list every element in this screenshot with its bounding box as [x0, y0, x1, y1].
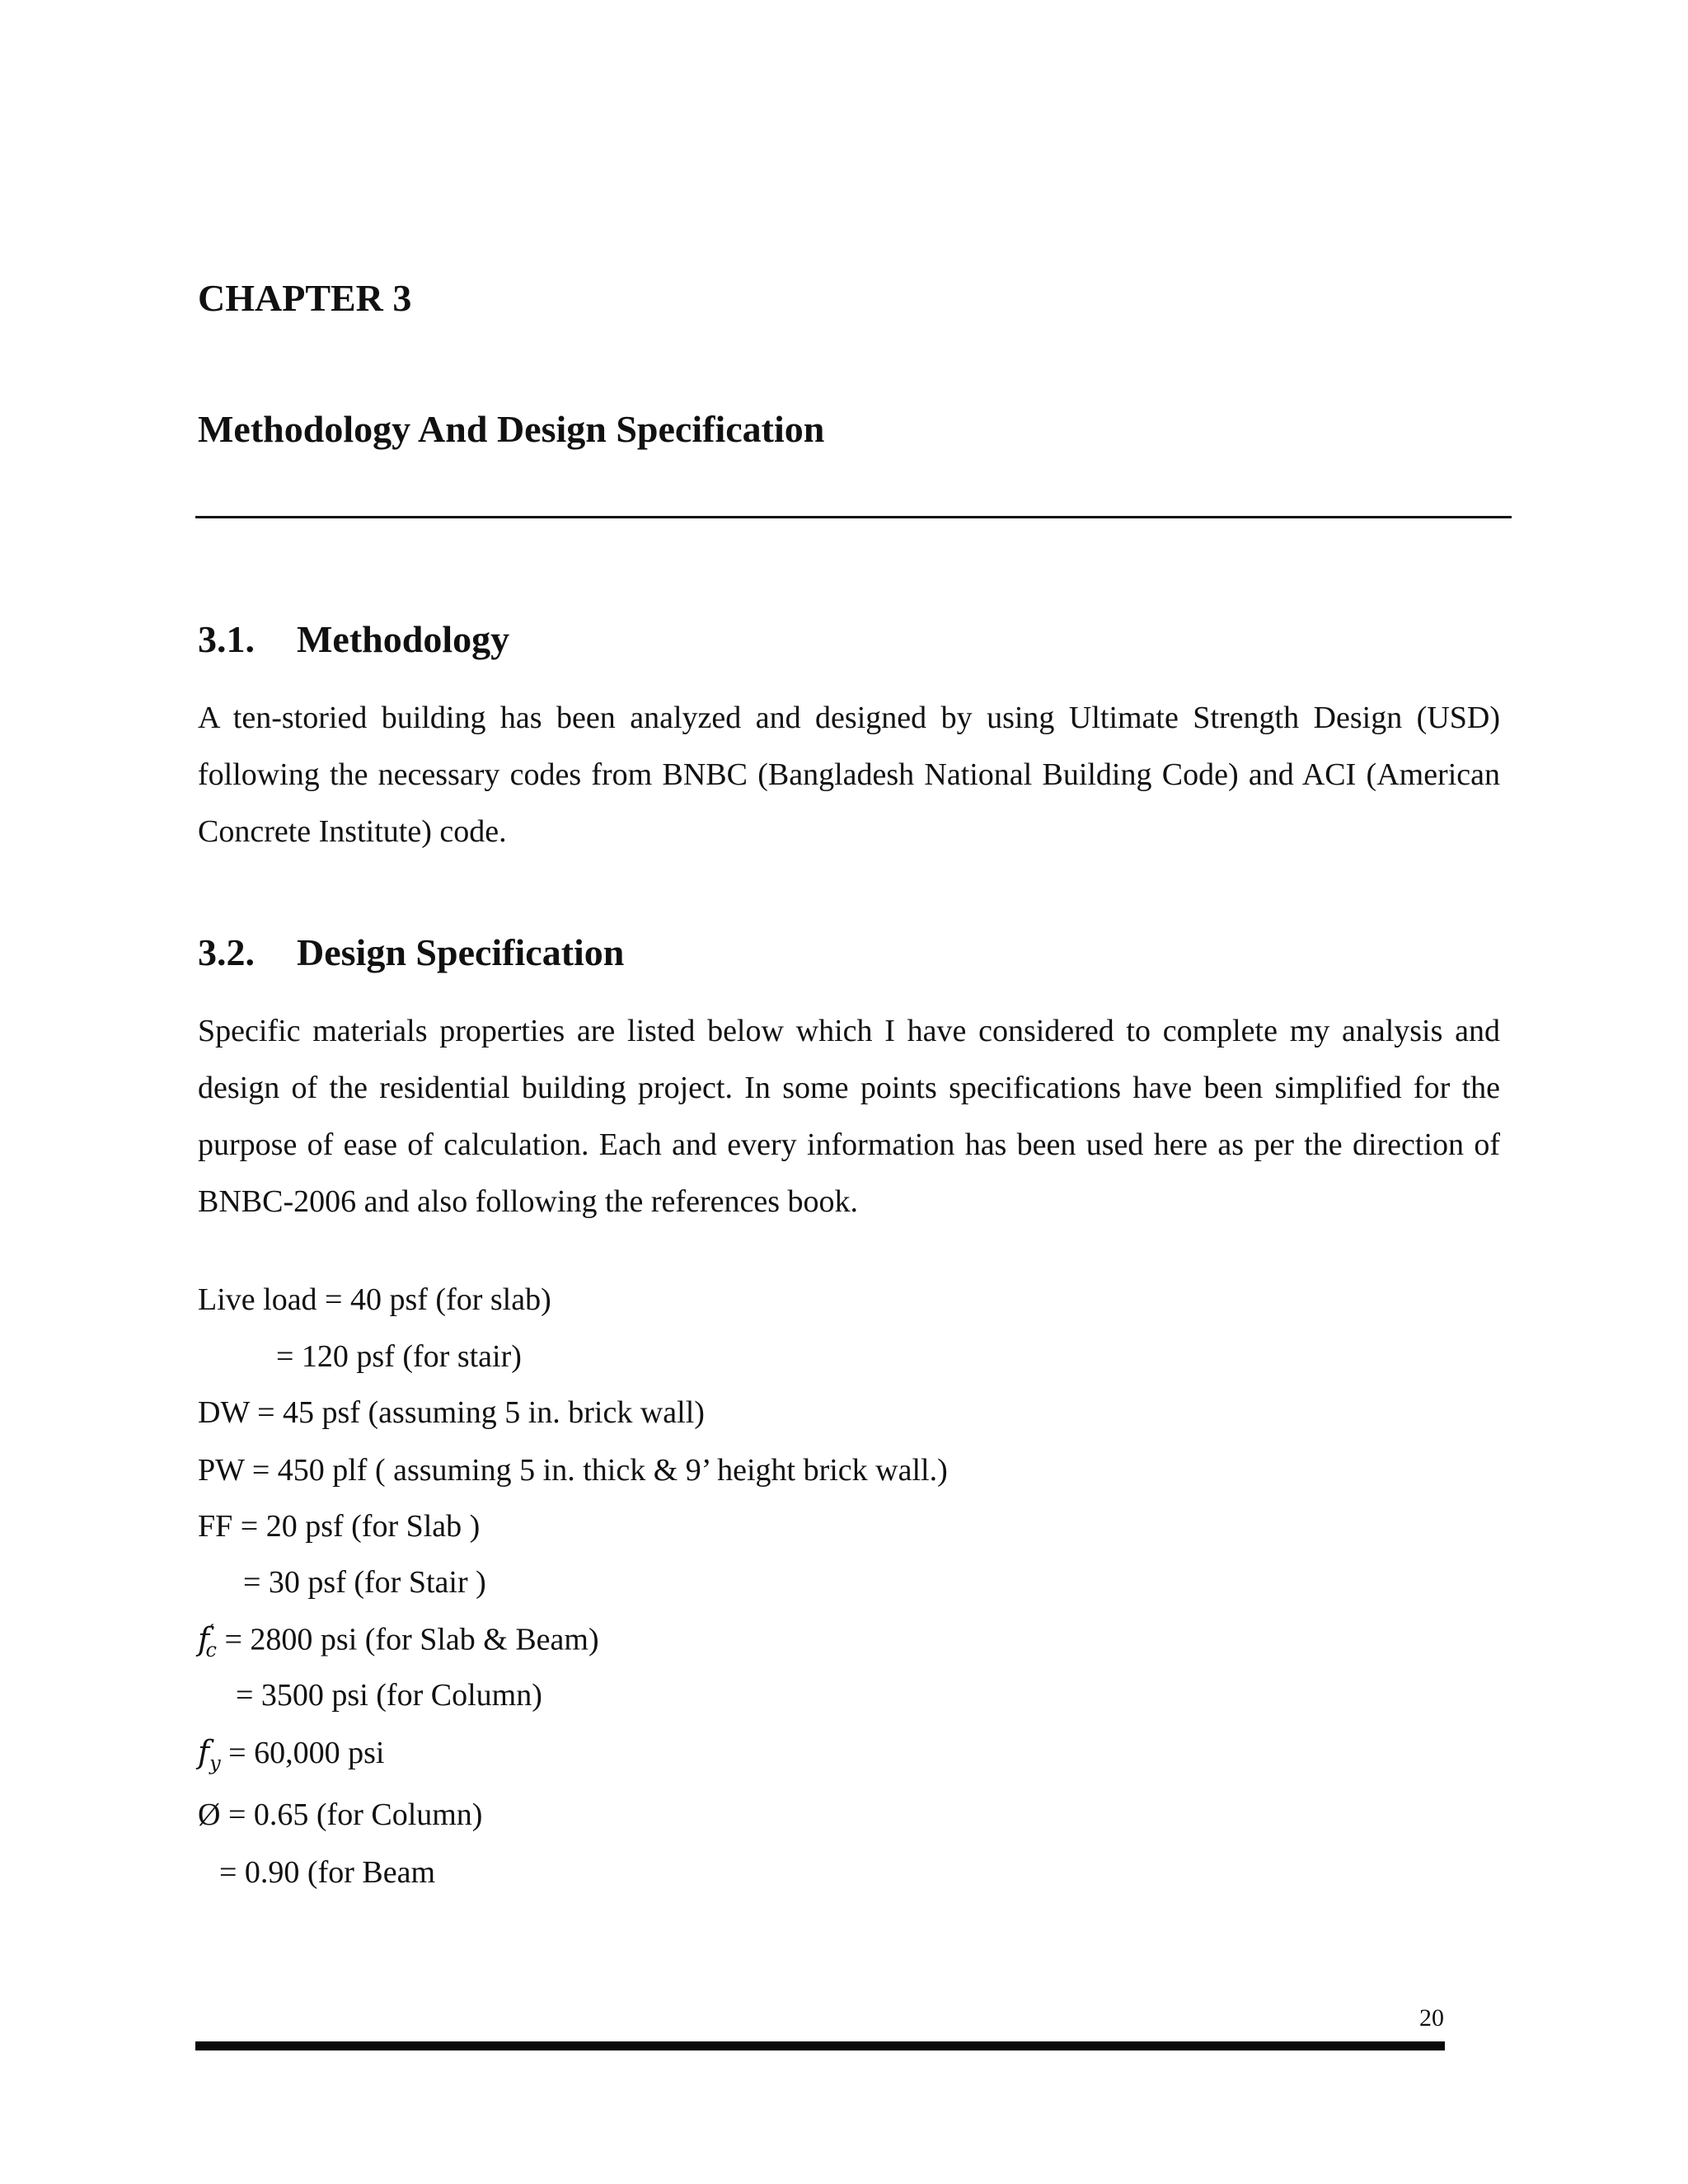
spec-strength-reduction-beam: = 0.90 (for Beam [219, 1855, 436, 1890]
methodology-paragraph: A ten-storied building has been analyzed and designed by using Ultimate Strength Design (USD) following the necessary codes from BNBC (Bangladesh National Building Code) and ACI (American Concrete Institute) code. [198, 701, 1500, 849]
spec-steel-yield [198, 1734, 384, 1775]
spec-live-load: Live load = 40 psf (for slab) [198, 1282, 551, 1317]
phi-value: = 0.65 (for Column) [220, 1797, 483, 1832]
section-heading-design-specification [198, 930, 624, 974]
fy-symbol: $f_y$ [198, 1734, 221, 1775]
section-number: 3.2. [198, 931, 255, 973]
spec-floor-finish-stair: = 30 psf (for Stair ) [243, 1565, 486, 1600]
title-divider [195, 516, 1512, 518]
spec-floor-finish: FF = 20 psf (for Slab ) [198, 1509, 481, 1544]
design-specification-paragraph: Specific materials properties are listed below which I have considered to complete my analysis and design of the residential building project. In some points specifications have been simplified for the purpose of ease of calculation. Each and every information has been used here as per the direction of BNBC-2006 and also following the references book. [198, 1014, 1500, 1219]
section-title: Design Specification [297, 931, 625, 973]
spec-dead-wall: DW = 45 psf (assuming 5 in. brick wall) [198, 1395, 705, 1430]
chapter-label: CHAPTER 3 [198, 277, 412, 319]
fc-symbol: $f'_c$ [198, 1620, 217, 1662]
phi-symbol: Ø [198, 1797, 221, 1832]
section-number: 3.1. [198, 618, 255, 660]
spec-concrete-strength-column: = 3500 psi (for Column) [236, 1678, 542, 1713]
spec-concrete-strength [198, 1620, 599, 1661]
section-heading-methodology [198, 617, 509, 661]
footer-divider [195, 2041, 1445, 2050]
spec-strength-reduction [198, 1797, 482, 1833]
spec-partition-wall: PW = 450 plf ( assuming 5 in. thick & 9’ height brick wall.) [198, 1453, 948, 1488]
page-number: 20 [1419, 2004, 1444, 2032]
fy-value: = 60,000 psi [220, 1736, 385, 1770]
spec-live-load-stair: = 120 psf (for stair) [276, 1339, 522, 1374]
chapter-title: Methodology And Design Specification [198, 408, 825, 450]
section-title: Methodology [297, 618, 510, 660]
fc-value: = 2800 psi (for Slab & Beam) [216, 1622, 599, 1657]
